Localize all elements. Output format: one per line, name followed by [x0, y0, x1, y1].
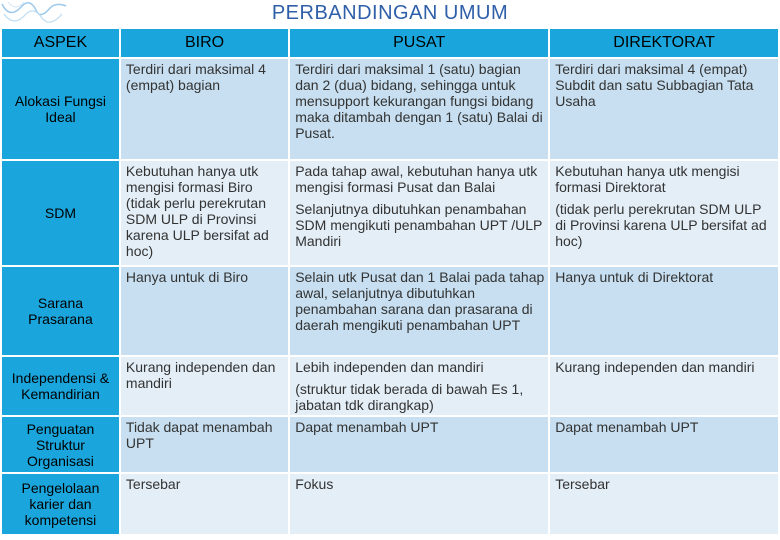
header-direktorat: DIREKTORAT: [550, 29, 778, 57]
biro-cell: Tersebar: [121, 474, 288, 534]
pusat-text-1: Lebih independen dan mandiri: [295, 359, 484, 375]
direktorat-cell: Kurang independen dan mandiri: [550, 357, 778, 415]
direktorat-cell: Terdiri dari maksimal 4 (empat) Subdit dan satu Subbagian Tata Usaha: [550, 59, 778, 159]
table-row: [2, 417, 778, 472]
aspek-cell: Penguatan Struktur Organisasi: [2, 417, 119, 472]
direktorat-text-1: Kebutuhan hanya utk mengisi formasi Direktorat: [555, 163, 740, 195]
header-row: [2, 29, 778, 57]
aspek-cell: Alokasi Fungsi Ideal: [2, 59, 119, 159]
aspek-cell: SDM: [2, 161, 119, 265]
direktorat-cell: Tersebar: [550, 474, 778, 534]
table-row: [2, 267, 778, 355]
aspek-cell: Pengelolaan karier dan kompetensi: [2, 474, 119, 534]
aspek-cell: Independensi & Kemandirian: [2, 357, 119, 415]
biro-cell: Kurang independen dan mandiri: [121, 357, 288, 415]
page-title: PERBANDINGAN UMUM: [271, 2, 509, 24]
pusat-text-2: Selanjutnya dibutuhkan penambahan SDM mengikuti penambahan UPT /ULP Mandiri: [295, 201, 543, 249]
aspek-cell: Sarana Prasarana: [2, 267, 119, 355]
comparison-table: [0, 27, 780, 536]
table-row: [2, 474, 778, 534]
pusat-text-2: (struktur tidak berada di bawah Es 1, jabatan tdk dirangkap): [295, 381, 524, 413]
table-row: [2, 357, 778, 415]
pusat-cell: Fokus: [290, 474, 548, 534]
header-aspek: ASPEK: [2, 29, 119, 57]
direktorat-cell: [550, 161, 778, 265]
direktorat-cell: Dapat menambah UPT: [550, 417, 778, 472]
biro-cell: Terdiri dari maksimal 4 (empat) bagian: [121, 59, 288, 159]
direktorat-text-2: (tidak perlu perekrutan SDM ULP di Provinsi karena ULP bersifat ad hoc): [555, 201, 767, 249]
direktorat-cell: Hanya untuk di Direktorat: [550, 267, 778, 355]
biro-cell: Hanya untuk di Biro: [121, 267, 288, 355]
pusat-cell: Terdiri dari maksimal 1 (satu) bagian dan 2 (dua) bidang, sehingga untuk mensupport kekurangan fungsi bidang maka ditambah dengan 1 (satu) Balai di Pusat.: [290, 59, 548, 159]
biro-cell: Kebutuhan hanya utk mengisi formasi Biro (tidak perlu perekrutan SDM ULP di Provinsi karena ULP bersifat ad hoc): [121, 161, 288, 265]
biro-cell: Tidak dapat menambah UPT: [121, 417, 288, 472]
pusat-cell: [290, 357, 548, 415]
header-pusat: PUSAT: [290, 29, 548, 57]
pusat-cell: [290, 161, 548, 265]
pusat-cell: Selain utk Pusat dan 1 Balai pada tahap awal, selanjutnya dibutuhkan penambahan sarana dan prasarana di daerah mengikuti penambahan UPT: [290, 267, 548, 355]
pusat-text-1: Pada tahap awal, kebutuhan hanya utk mengisi formasi Pusat dan Balai: [295, 163, 538, 195]
header-biro: BIRO: [121, 29, 288, 57]
pusat-cell: Dapat menambah UPT: [290, 417, 548, 472]
table-row: [2, 59, 778, 159]
table-row: [2, 161, 778, 265]
